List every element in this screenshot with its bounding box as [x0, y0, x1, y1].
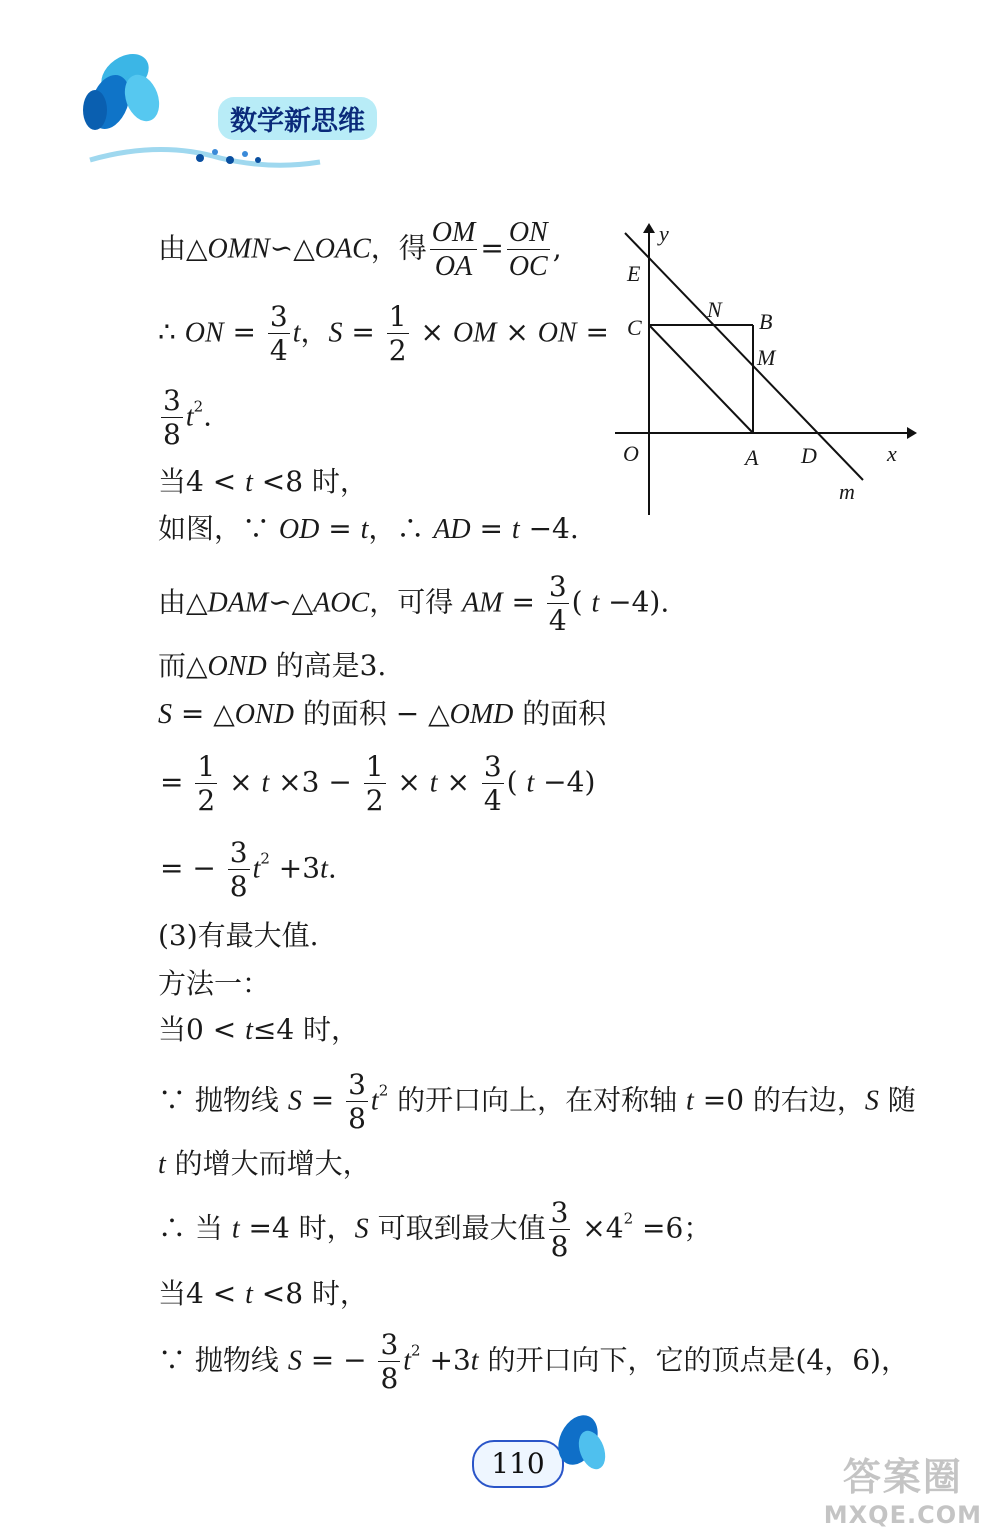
header-title: 数学新思维 [218, 97, 377, 140]
label-x: x [887, 441, 897, 466]
fraction: $\frac{3}{4}$ [269, 300, 288, 368]
line-13: 当0 < t≤4 时， [158, 1013, 360, 1046]
label-m-point: M [757, 345, 776, 370]
diagonal-ca [649, 325, 753, 433]
watermark-logo-text: 答案圈 [842, 1455, 963, 1499]
line-10: = − $\frac{3}{8}$ $t^2 +3t$. [160, 836, 337, 904]
label-e: E [627, 261, 641, 286]
label-d: D [801, 443, 817, 468]
line-18: ∵ 抛物线 S = − $\frac{3}{8}$ $t^2 +3t$ 的开口向下，它的顶点是(4，6)， [158, 1328, 909, 1396]
line-9: = $\frac{1}{2}$ × t ×3 − $\frac{1}{2}$ × t × $\frac{3}{4}$ ( t −4) [160, 750, 596, 818]
fraction: $\frac{3}{4}$ [548, 570, 567, 638]
y-axis-arrow [643, 223, 655, 233]
line-6: 由△DAM∽△AOC，可得 AM = $\frac{3}{4}$ ( t −4). [158, 570, 670, 638]
line-7: 而△OND 的高是3. [158, 649, 387, 682]
fraction: $\frac{1}{2}$ [197, 750, 216, 818]
label-n: N [707, 297, 722, 322]
line-1: 由△OMN∽△OAC，得 $\frac{OM}{OA}$ = $\frac{ON}{OC}$ , [158, 217, 562, 283]
line-15: t 的增大而增大， [158, 1147, 371, 1180]
fraction: $\frac{3}{4}$ [483, 750, 502, 818]
fraction: $\frac{3}{8}$ [550, 1196, 569, 1264]
line-14: ∵ 抛物线 S = $\frac{3}{8}$ $t^2$ 的开口向上，在对称轴 t =0 的右边，S 随 [158, 1068, 916, 1136]
label-a: A [745, 445, 759, 470]
line-5: 如图，∵ OD = t，∴ AD = t −4. [158, 512, 579, 545]
label-m-line: m [839, 479, 855, 504]
fraction: $\frac{3}{8}$ [380, 1328, 399, 1396]
label-o: O [623, 441, 639, 466]
x-axis-arrow [907, 427, 917, 439]
watermark [824, 1446, 982, 1529]
geometry-figure [605, 215, 925, 525]
line-16: ∴ 当 t =4 时，S 可取到最大值 $\frac{3}{8}$ $\times 4^2 =6$； [158, 1196, 712, 1264]
line-3: $\frac{3}{8}$ $t^2$. [163, 384, 213, 452]
line-m [625, 233, 863, 480]
label-c: C [627, 315, 642, 340]
fraction: $\frac{ON}{OC}$ [508, 217, 548, 283]
line-8: S = △OND 的面积 − △OMD 的面积 [158, 697, 607, 730]
line-12: 方法一： [158, 967, 271, 1000]
fraction: $\frac{3}{8}$ [229, 836, 248, 904]
fraction: $\frac{3}{8}$ [163, 384, 181, 452]
fraction: $\frac{1}{2}$ [365, 750, 384, 818]
label-y: y [659, 221, 669, 246]
fraction: $\frac{1}{2}$ [388, 300, 407, 368]
footer-flower-decoration [548, 1410, 618, 1490]
line-11: (3)有最大值. [158, 919, 319, 952]
line-17: 当4 < t <8 时， [158, 1277, 368, 1310]
line-4: 当4 < t <8 时， [158, 465, 368, 498]
watermark-url: MXQE.COM [823, 1501, 982, 1529]
line-2: ∴ ON = $\frac{3}{4}$ t，S = $\frac{1}{2}$ × OM × ON = [158, 300, 609, 368]
label-b: B [759, 309, 773, 334]
page-number: 110 [472, 1440, 564, 1488]
fraction: $\frac{OM}{OA}$ [431, 217, 476, 283]
fraction: $\frac{3}{8}$ [348, 1068, 366, 1136]
